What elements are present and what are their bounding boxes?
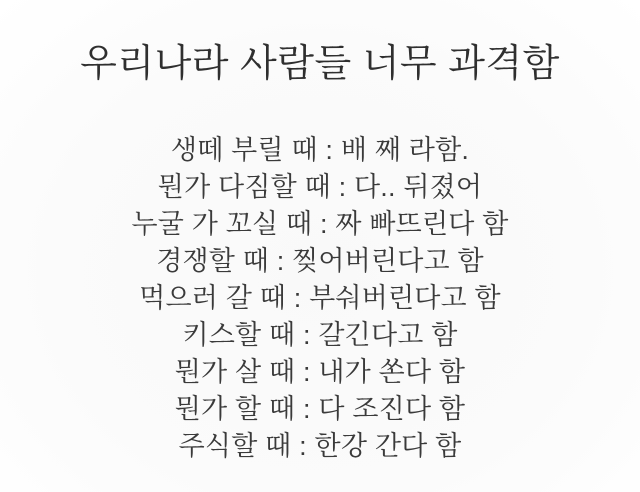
meme-title: 우리나라 사람들 너무 과격함	[80, 43, 560, 85]
meme-line-1: 생떼 부릴 때 : 배 째 라함.	[170, 135, 470, 165]
meme-line-9: 주식할 때 : 한강 간다 함	[178, 431, 462, 461]
meme-line-5: 먹으러 갈 때 : 부숴버린다고 함	[139, 283, 501, 313]
meme-line-7: 뭔가 살 때 : 내가 쏜다 함	[174, 357, 466, 387]
meme-line-2: 뭔가 다짐할 때 : 다.. 뒤졌어	[157, 172, 483, 202]
meme-line-6: 키스할 때 : 갈긴다고 함	[182, 320, 458, 350]
meme-line-3: 누굴 가 꼬실 때 : 짜 빠뜨린다 함	[131, 209, 509, 239]
meme-lines	[0, 132, 640, 465]
meme-line-8: 뭔가 할 때 : 다 조진다 함	[174, 394, 466, 424]
meme-line-4: 경쟁할 때 : 찢어버린다고 함	[156, 246, 484, 276]
